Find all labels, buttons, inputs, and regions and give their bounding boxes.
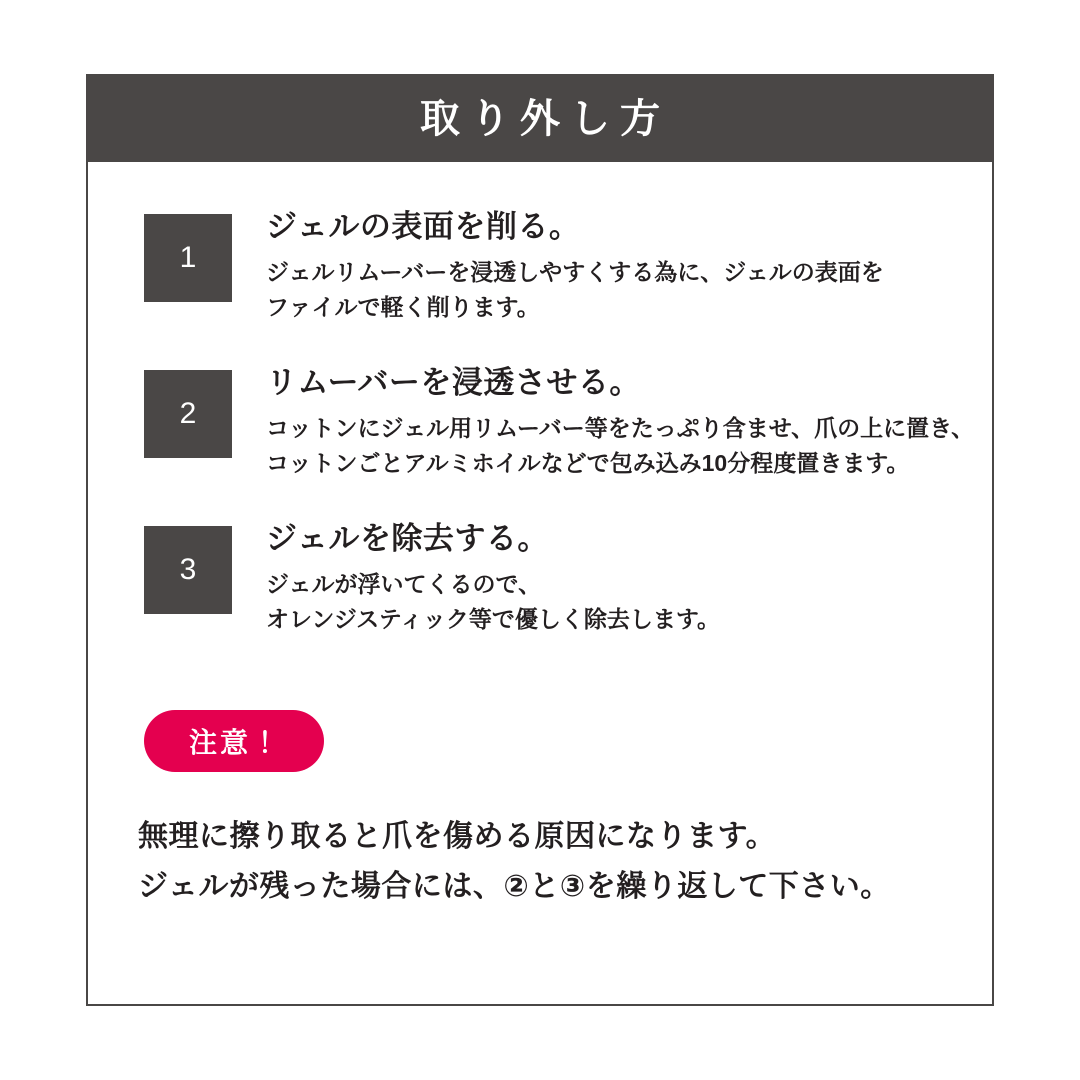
step-description-line: ファイルで軽く削ります。 — [266, 294, 540, 321]
step-description-line: ジェルが浮いてくるので、 — [266, 570, 542, 597]
step-body — [232, 208, 884, 326]
footer-note — [88, 812, 992, 912]
step-title: リムーバーを浸透させる。 — [266, 365, 641, 401]
list-item — [88, 364, 992, 482]
step-body — [232, 520, 720, 638]
list-item — [88, 520, 992, 638]
page-title: 取り外し方 — [420, 97, 670, 141]
step-number-badge: 1 — [144, 214, 232, 302]
step-description — [266, 411, 974, 482]
notice-section — [88, 710, 992, 772]
status-badge: 注意！ — [144, 710, 324, 772]
step-number-badge: 2 — [144, 370, 232, 458]
step-title: ジェルの表面を削る。 — [266, 209, 581, 244]
step-body — [232, 364, 974, 482]
list-item — [88, 208, 992, 326]
step-description — [266, 567, 720, 638]
step-description-line: コットンごとアルミホイルなどで包み込み10分程度置きます。 — [266, 450, 910, 477]
step-description-line: オレンジスティック等で優しく除去します。 — [266, 606, 721, 633]
step-description — [266, 255, 884, 326]
step-description-line: コットンにジェル用リムーバー等をたっぷり含ませ、爪の上に置き、 — [266, 414, 975, 441]
footer-note-line: 無理に擦り取ると爪を傷める原因になります。 — [138, 820, 777, 854]
step-description-line: ジェルリムーバーを浸透しやすくする為に、ジェルの表面を — [266, 258, 884, 285]
step-number-badge: 3 — [144, 526, 232, 614]
card-header — [88, 76, 992, 162]
instruction-card — [86, 74, 994, 1006]
footer-note-line: ジェルが残った場合には、②と③を繰り返して下さい。 — [138, 869, 891, 903]
step-title: ジェルを除去する。 — [266, 521, 549, 557]
steps-list — [88, 162, 992, 638]
